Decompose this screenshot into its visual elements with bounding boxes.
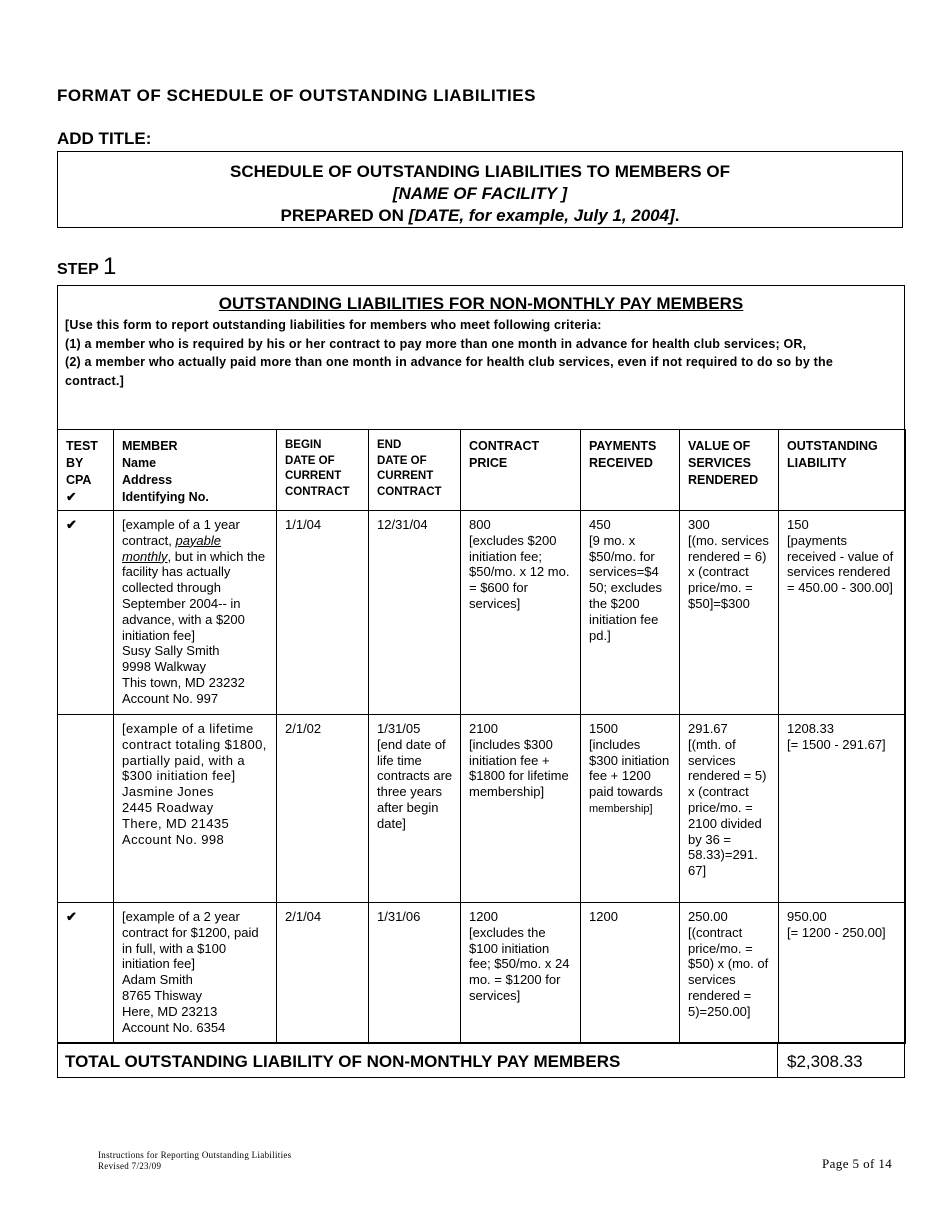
cpa-check-cell: ✔: [58, 511, 114, 715]
payments-received-cell: 1200: [581, 903, 680, 1044]
title-line-1: SCHEDULE OF OUTSTANDING LIABILITIES TO MEMBERS OF: [230, 162, 730, 181]
footer-line-2: Revised 7/23/09: [98, 1161, 162, 1171]
total-label: TOTAL OUTSTANDING LIABILITY OF NON-MONTHLY PAY MEMBERS: [65, 1052, 621, 1071]
begin-date-cell: 2/1/02: [277, 715, 369, 903]
liabilities-table: [57, 429, 906, 1044]
page-heading: FORMAT OF SCHEDULE OF OUTSTANDING LIABILITIES: [57, 86, 536, 105]
cpa-check-cell: [58, 715, 114, 903]
title-line-3: PREPARED ON [DATE, for example, July 1, 2004].: [280, 206, 680, 225]
value-of-services-cell: 300 [(mo. services rendered = 6) x (contract price/mo. = $50]=$300: [680, 511, 779, 715]
value-of-services-cell: 250.00 [(contract price/mo. = $50) x (mo. of services rendered = 5)=250.00]: [680, 903, 779, 1044]
header-end-date: END DATE OF CURRENT CONTRACT: [369, 430, 461, 511]
end-date-cell: 12/31/04: [369, 511, 461, 715]
member-cell: [example of a lifetime contract totaling $1800, partially paid, with a $300 initiation fee] Jasmine Jones 2445 Roadway There, MD 21435 Account No. 998: [114, 715, 277, 903]
header-value-of-services: VALUE OF SERVICES RENDERED: [680, 430, 779, 511]
header-contract-price: CONTRACT PRICE: [461, 430, 581, 511]
contract-price-cell: 2100 [includes $300 initiation fee + $1800 for lifetime membership]: [461, 715, 581, 903]
header-member: MEMBER Name Address Identifying No.: [114, 430, 277, 511]
outstanding-liability-cell: 150 [payments received - value of services rendered = 450.00 - 300.00]: [779, 511, 906, 715]
title-box: [57, 151, 903, 228]
outstanding-liability-cell: 1208.33 [= 1500 - 291.67]: [779, 715, 906, 903]
footer-line-1: Instructions for Reporting Outstanding Liabilities: [98, 1150, 292, 1160]
header-begin-date: BEGIN DATE OF CURRENT CONTRACT: [277, 430, 369, 511]
section-instructions: [65, 316, 895, 390]
member-cell: [example of a 1 year contract, payable monthly, but in which the facility has actually collected through September 2004-- in advance, with a $200 initiation fee] Susy Sally Smith 9998 Walkway This town, MD 23232 Account No. 997: [114, 511, 277, 715]
outstanding-liability-cell: 950.00 [= 1200 - 250.00]: [779, 903, 906, 1044]
payments-received-cell: 450 [9 mo. x $50/mo. for services=$4 50; excludes the $200 initiation fee pd.]: [581, 511, 680, 715]
footer-note: [98, 1150, 291, 1172]
cpa-check-cell: ✔: [58, 903, 114, 1044]
header-test-by-cpa: TEST BY CPA ✔: [58, 430, 114, 511]
total-value: $2,308.33: [787, 1052, 863, 1071]
contract-price-cell: 1200 [excludes the $100 initiation fee; $50/mo. x 24 mo. = $1200 for services]: [461, 903, 581, 1044]
instruction-line: [Use this form to report outstanding liabilities for members who meet following criteria:: [65, 318, 602, 332]
header-payments-received: PAYMENTS RECEIVED: [581, 430, 680, 511]
table-row: [58, 903, 906, 1044]
contract-price-cell: 800 [excludes $200 initiation fee; $50/mo. x 12 mo. = $600 for services]: [461, 511, 581, 715]
table-row: [58, 511, 906, 715]
begin-date-cell: 2/1/04: [277, 903, 369, 1044]
section-title: OUTSTANDING LIABILITIES FOR NON-MONTHLY PAY MEMBERS: [218, 294, 744, 313]
table-row: [58, 715, 906, 903]
value-of-services-cell: 291.67 [(mth. of services rendered = 5) x (contract price/mo. = 2100 divided by 36 = 58.33)=291. 67]: [680, 715, 779, 903]
add-title-label: ADD TITLE:: [57, 129, 152, 148]
member-cell: [example of a 2 year contract for $1200, paid in full, with a $100 initiation fee] Adam Smith 8765 Thisway Here, MD 23213 Account No. 6354: [114, 903, 277, 1044]
step-number: 1: [102, 253, 117, 280]
instruction-line: (2) a member who actually paid more than one month in advance for health club services, even if not required to do so by the contract.]: [65, 355, 834, 388]
instruction-line: (1) a member who is required by his or her contract to pay more than one month in advance for health club services; OR,: [65, 336, 807, 351]
header-outstanding-liability: OUTSTANDING LIABILITY: [779, 430, 906, 511]
page-number: Page 5 of 14: [822, 1156, 893, 1171]
end-date-cell: 1/31/06: [369, 903, 461, 1044]
end-date-cell: 1/31/05 [end date of life time contracts are three years after begin date]: [369, 715, 461, 903]
title-line-2: [NAME OF FACILITY ]: [392, 184, 568, 203]
table-header-row: [58, 430, 906, 511]
payments-received-cell: 1500 [includes $300 initiation fee + 1200 paid towards membership]: [581, 715, 680, 903]
step-label: STEP 1: [57, 253, 117, 280]
begin-date-cell: 1/1/04: [277, 511, 369, 715]
